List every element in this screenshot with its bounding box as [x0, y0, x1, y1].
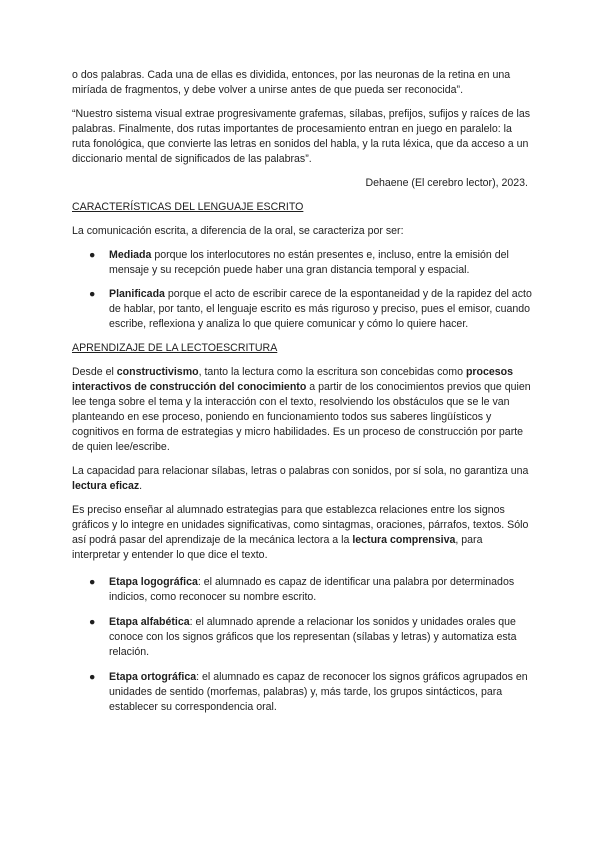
text-run: , para interpretar y entender lo que dice el texto. [72, 534, 483, 561]
list-item [72, 248, 532, 278]
list-item-term: Mediada [109, 249, 152, 261]
bold-term: lectura comprensiva [352, 534, 456, 546]
bullet-icon: ● [89, 249, 96, 261]
document-page [72, 68, 532, 724]
list-item-term: Etapa ortográfica [109, 671, 197, 683]
list-item-term: Etapa logográfica [109, 576, 198, 588]
characteristics-list [72, 248, 532, 332]
text-run: La capacidad para relacionar sílabas, letras o palabras con sonidos, por sí sola, no garantiza una [72, 465, 529, 477]
strategies-paragraph [72, 503, 532, 563]
bullet-icon: ● [89, 616, 96, 628]
text-run: . [139, 480, 143, 492]
text-run: , tanto la lectura como la escritura son concebidas como [198, 366, 466, 378]
bold-term: constructivismo [116, 366, 199, 378]
list-item [72, 670, 532, 715]
dehaene-quote: “Nuestro sistema visual extrae progresivamente grafemas, sílabas, prefijos, sufijos y raíces de las palabras. Finalmente, dos rutas importantes de procesamiento entran en juego en paralelo: la ruta fonológica, que convierte las letras en sonidos del habla, y la ruta léxica, que da acceso a un diccionario mental de significados de las palabras”. [72, 108, 531, 165]
text-run: Desde el [72, 366, 117, 378]
list-item-text: : el alumnado aprende a relacionar los sonidos y unidades orales que conoce con los signos gráficos que los representan (sílabas y letras) y automatiza esta relación. [109, 616, 517, 658]
list-item-term: Planificada [109, 288, 165, 300]
text-run: a partir de los conocimientos previos que quien lee tenga sobre el tema y la interacción con el texto, resolviendo los obstáculos que se le van planteando en ese proceso, poniendo en funcionamiento todos sus saberes lingüísticos y cognitivos en forma de estrategias y micro habilidades. Es un proceso de construcción por parte de quien lee/escribe. [72, 381, 531, 453]
list-item-term: Etapa alfabética [109, 616, 190, 628]
list-item-text: porque los interlocutores no están presentes e, incluso, entre la emisión del mensaje y su recepción puede haber una gran distancia temporal y espacial. [109, 249, 509, 276]
bold-term: lectura eficaz [72, 480, 140, 492]
section-heading-characteristics: CARACTERÍSTICAS DEL LENGUAJE ESCRITO [72, 201, 304, 213]
bullet-icon: ● [89, 288, 96, 300]
section1-lead: La comunicación escrita, a diferencia de la oral, se caracteriza por ser: [72, 225, 404, 237]
list-item [72, 575, 532, 605]
quote-citation: Dehaene (El cerebro lector), 2023. [365, 177, 528, 189]
intro-paragraph: o dos palabras. Cada una de ellas es dividida, entonces, por las neuronas de la retina en una miríada de fragmentos, y debe volver a unirse antes de que pueda ser reconocida”. [72, 69, 511, 96]
capacity-paragraph [72, 464, 532, 494]
list-item-text: porque el acto de escribir carece de la espontaneidad y de la rapidez del acto de hablar, por tanto, el lenguaje escrito es más riguroso y preciso, pues el emisor, cuando escribe, reflexiona y analiza lo que quiere comunicar y cómo lo quiere hacer. [109, 288, 532, 330]
stages-list [72, 575, 532, 715]
list-item [72, 615, 532, 660]
text-run: Es preciso enseñar al alumnado estrategias para que establezca relaciones entre los signos gráficos y lo integre en unidades significativas, como sintagmas, oraciones, párrafos, textos. Sólo así podrá pasar del aprendizaje de la mecánica lectora a la [72, 504, 529, 546]
bullet-icon: ● [89, 671, 96, 683]
list-item-text: : el alumnado es capaz de identificar una palabra por determinados indicios, como reconocer su nombre escrito. [109, 576, 515, 603]
list-item-text: : el alumnado es capaz de reconocer los signos gráficos agrupados en unidades de sentido (morfemas, palabras) y, más tarde, los grupos sintácticos, para establecer su correspondencia oral. [109, 671, 528, 713]
list-item [72, 287, 532, 332]
bullet-icon: ● [89, 576, 96, 588]
section-heading-learning: APRENDIZAJE DE LA LECTOESCRITURA [72, 342, 278, 354]
bold-term: procesos interactivos de construcción del conocimiento [72, 366, 514, 393]
constructivism-paragraph [72, 365, 532, 455]
